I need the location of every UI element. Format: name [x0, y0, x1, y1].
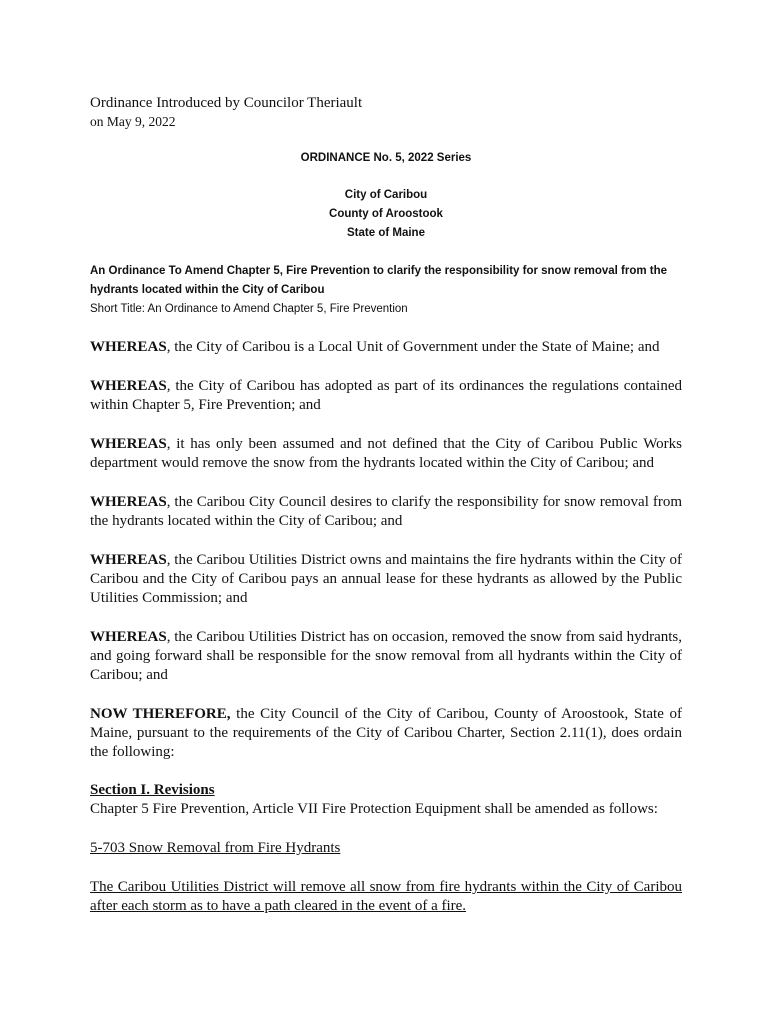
section-heading: Section I. Revisions: [90, 782, 215, 798]
whereas-lead: WHEREAS: [90, 436, 167, 452]
now-therefore-lead: NOW THEREFORE,: [90, 706, 231, 722]
subsection-heading: 5-703 Snow Removal from Fire Hydrants: [90, 840, 341, 856]
whereas-clause: [90, 493, 682, 531]
whereas-text: , the City of Caribou has adopted as part of its ordinances the regulations contained within Chapter 5, Fire Prevention; and: [90, 378, 682, 413]
ordinance-title: An Ordinance To Amend Chapter 5, Fire Prevention to clarify the responsibility for snow removal from the hydrants located within the City of Caribou: [90, 265, 668, 296]
jurisdiction-block: [90, 186, 682, 243]
whereas-lead: WHEREAS: [90, 552, 167, 568]
whereas-lead: WHEREAS: [90, 378, 167, 394]
whereas-text: , the Caribou Utilities District has on occasion, removed the snow from said hydrants, and going forward shall be responsible for the snow removal from all hydrants within the City of Caribou; and: [90, 629, 682, 683]
now-therefore-text: the City Council of the City of Caribou, County of Aroostook, State of Maine, pursuant to the requirements of the City of Caribou Charter, Section 2.11(1), does ordain the following:: [90, 706, 683, 760]
introduced-by-line: Ordinance Introduced by Councilor Theriault: [90, 95, 363, 111]
whereas-text: , the Caribou Utilities District owns and maintains the fire hydrants within the City of Caribou and the City of Caribou pays an annual lease for these hydrants as allowed by the Public Utilities Commission; and: [90, 552, 682, 606]
whereas-text: , the Caribou City Council desires to clarify the responsibility for snow removal from the hydrants located within the City of Caribou; and: [90, 494, 682, 529]
whereas-lead: WHEREAS: [90, 629, 167, 645]
whereas-clause: [90, 628, 682, 685]
short-title: Short Title: An Ordinance to Amend Chapter 5, Fire Prevention: [90, 303, 408, 315]
ordinance-document: [90, 94, 682, 916]
whereas-text: , it has only been assumed and not defined that the City of Caribou Public Works department would remove the snow from the hydrants located within the City of Caribou; and: [90, 436, 682, 471]
ordinance-number: ORDINANCE No. 5, 2022 Series: [300, 152, 472, 164]
whereas-clause: [90, 377, 682, 415]
whereas-lead: WHEREAS: [90, 339, 167, 355]
amendment-text: The Caribou Utilities District will remove all snow from fire hydrants within the City of Caribou after each storm as to have a path cleared in the event of a fire.: [90, 879, 682, 914]
now-therefore-clause: [90, 705, 682, 762]
whereas-text: , the City of Caribou is a Local Unit of Government under the State of Maine; and: [166, 339, 660, 355]
whereas-clause: [90, 551, 682, 608]
whereas-clause: [90, 435, 682, 473]
city-name: City of Caribou: [344, 189, 428, 201]
whereas-clause: [90, 338, 682, 357]
county-name: County of Aroostook: [329, 208, 443, 220]
whereas-lead: WHEREAS: [90, 494, 167, 510]
section-intro: Chapter 5 Fire Prevention, Article VII Fire Protection Equipment shall be amended as follows:: [90, 801, 658, 817]
introduction-date: on May 9, 2022: [90, 114, 176, 129]
state-name: State of Maine: [347, 227, 425, 239]
